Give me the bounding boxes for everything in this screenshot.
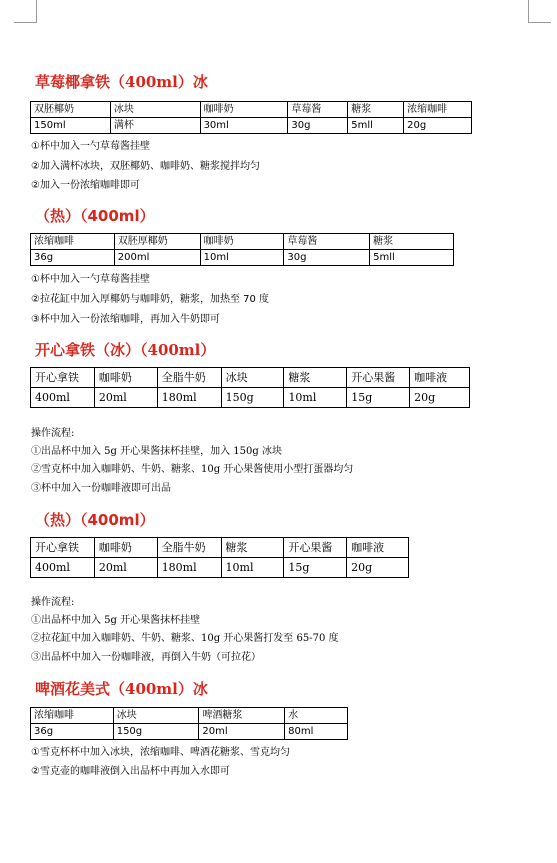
table-cell: 冰块 <box>110 102 200 118</box>
table-cell: 糖浆 <box>221 538 284 558</box>
step-text: ③杯中加入一份浓缩咖啡，再加入牛奶即可 <box>31 314 220 325</box>
table-cell: 糖浆 <box>284 368 347 388</box>
table-cell: 5mll <box>348 118 404 134</box>
table-cell: 15g <box>284 558 347 578</box>
section-title: 啤酒花美式（400ml）冰 <box>35 680 208 698</box>
section-title: 开心拿铁（冰）（400ml） <box>35 341 216 359</box>
table-cell: 糖浆 <box>348 102 404 118</box>
table-cell: 咖啡奶 <box>94 538 157 558</box>
step-text: ③出品杯中加入一份咖啡液，再倒入牛奶（可拉花） <box>31 652 261 663</box>
step-text: 操作流程: <box>31 597 75 608</box>
table-cell: 30g <box>284 250 370 266</box>
table-cell: 20ml <box>94 388 157 408</box>
table-cell: 全脂牛奶 <box>157 538 221 558</box>
table-cell: 冰块 <box>221 368 284 388</box>
table-cell: 满杯 <box>110 118 200 134</box>
ingredient-table <box>30 367 470 408</box>
table-row <box>31 388 470 408</box>
table-cell: 36g <box>31 250 115 266</box>
step-text: ①出品杯中加入 5g 开心果酱抹杯挂壁，加入 150g 冰块 <box>31 446 282 457</box>
table-cell: 20ml <box>94 558 157 578</box>
page-corner-mark <box>528 0 551 23</box>
step-text: ②拉花缸中加入厚椰奶与咖啡奶，糖浆，加热至 70 度 <box>31 294 270 305</box>
table-cell: 20ml <box>199 724 285 740</box>
table-cell: 10ml <box>221 558 284 578</box>
table-cell: 开心果酱 <box>347 368 410 388</box>
table-header-row <box>31 368 470 388</box>
ingredient-table <box>30 233 454 266</box>
table-cell: 36g <box>31 724 114 740</box>
table-cell: 20g <box>404 118 472 134</box>
table-cell: 咖啡奶 <box>200 102 288 118</box>
table-cell: 咖啡液 <box>410 368 470 388</box>
table-cell: 咖啡液 <box>347 538 409 558</box>
ingredient-table <box>30 101 472 134</box>
table-cell: 30ml <box>200 118 288 134</box>
table-cell: 啤酒糖浆 <box>199 708 285 724</box>
table-cell: 水 <box>285 708 348 724</box>
table-cell: 草莓酱 <box>284 234 370 250</box>
table-cell: 180ml <box>157 558 221 578</box>
table-cell: 10ml <box>200 250 284 266</box>
step-text: ①雪克杯杯中加入冰块，浓缩咖啡、啤酒花糖浆、雪克均匀 <box>31 747 290 758</box>
step-text: ①杯中加入一勺草莓酱挂壁 <box>31 274 150 285</box>
section-title: （热）（400ml） <box>35 511 155 529</box>
table-cell: 开心果酱 <box>284 538 347 558</box>
step-text: ②加入满杯冰块，双胚椰奶、咖啡奶、糖浆搅拌均匀 <box>31 161 260 172</box>
table-cell: 冰块 <box>113 708 199 724</box>
table-cell: 80ml <box>285 724 348 740</box>
page-corner-mark <box>14 0 37 23</box>
table-cell: 400ml <box>31 558 95 578</box>
table-cell: 20g <box>347 558 409 578</box>
step-text: ②拉花缸中加入咖啡奶、牛奶、糖浆、10g 开心果酱打发至 65-70 度 <box>31 633 339 644</box>
table-cell: 15g <box>347 388 410 408</box>
table-cell: 咖啡奶 <box>200 234 284 250</box>
table-header-row <box>31 538 409 558</box>
table-cell: 5mll <box>370 250 454 266</box>
table-cell: 200ml <box>114 250 200 266</box>
table-cell: 浓缩咖啡 <box>31 708 114 724</box>
table-row <box>31 558 409 578</box>
table-cell: 20g <box>410 388 470 408</box>
table-cell: 浓缩咖啡 <box>31 234 115 250</box>
section-title: （热）（400ml） <box>35 207 155 225</box>
table-cell: 开心拿铁 <box>31 368 95 388</box>
table-cell: 150g <box>221 388 284 408</box>
table-row <box>31 724 348 740</box>
ingredient-table <box>30 537 409 578</box>
table-cell: 咖啡奶 <box>94 368 157 388</box>
table-cell: 全脂牛奶 <box>157 368 221 388</box>
table-cell: 30g <box>288 118 348 134</box>
table-header-row <box>31 234 454 250</box>
table-cell: 10ml <box>284 388 347 408</box>
table-cell: 150ml <box>31 118 111 134</box>
table-cell: 双胚椰奶 <box>31 102 111 118</box>
table-cell: 400ml <box>31 388 95 408</box>
step-text: ③杯中加入一份咖啡液即可出品 <box>31 483 171 494</box>
step-text: ②加入一份浓缩咖啡即可 <box>31 180 140 191</box>
step-text: ①出品杯中加入 5g 开心果酱抹杯挂壁 <box>31 615 201 626</box>
table-cell: 草莓酱 <box>288 102 348 118</box>
table-cell: 糖浆 <box>370 234 454 250</box>
table-row <box>31 250 454 266</box>
step-text: ②雪克壶的咖啡液倒入出品杯中再加入水即可 <box>31 766 230 777</box>
table-row <box>31 118 472 134</box>
table-cell: 开心拿铁 <box>31 538 95 558</box>
table-header-row <box>31 102 472 118</box>
table-cell: 浓缩咖啡 <box>404 102 472 118</box>
table-cell: 双胚厚椰奶 <box>114 234 200 250</box>
table-cell: 150g <box>113 724 199 740</box>
ingredient-table <box>30 707 348 740</box>
table-header-row <box>31 708 348 724</box>
step-text: 操作流程: <box>31 428 75 439</box>
step-text: ②雪克杯中加入咖啡奶、牛奶、糖浆、10g 开心果酱使用小型打蛋器均匀 <box>31 464 354 475</box>
section-title: 草莓椰拿铁（400ml）冰 <box>35 73 208 91</box>
step-text: ①杯中加入一勺草莓酱挂壁 <box>31 141 150 152</box>
table-cell: 180ml <box>157 388 221 408</box>
